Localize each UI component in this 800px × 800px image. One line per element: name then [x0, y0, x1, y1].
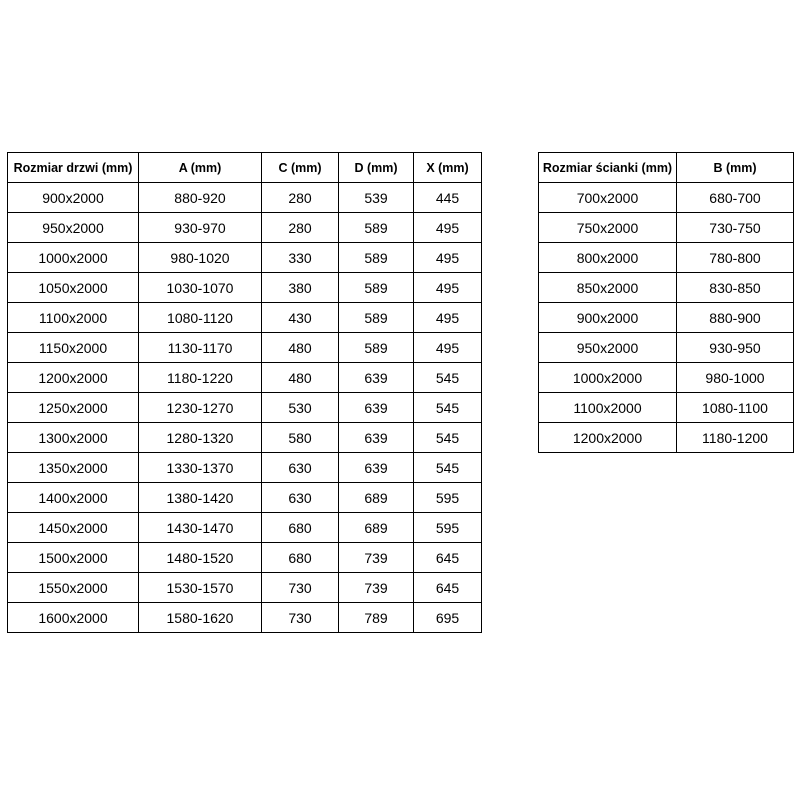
- doors-column-header: Rozmiar drzwi (mm): [8, 153, 139, 183]
- doors-cell: 900x2000: [8, 183, 139, 213]
- walls-column-header: B (mm): [677, 153, 794, 183]
- doors-cell: 645: [414, 543, 482, 573]
- doors-cell: 589: [339, 243, 414, 273]
- table-row: [539, 393, 794, 423]
- walls-cell: 1100x2000: [539, 393, 677, 423]
- table-row: [539, 333, 794, 363]
- doors-cell: 680: [262, 513, 339, 543]
- doors-cell: 639: [339, 423, 414, 453]
- table-row: [8, 483, 482, 513]
- walls-cell: 980-1000: [677, 363, 794, 393]
- walls-cell: 1200x2000: [539, 423, 677, 453]
- doors-cell: 1080-1120: [139, 303, 262, 333]
- doors-cell: 1330-1370: [139, 453, 262, 483]
- walls-cell: 700x2000: [539, 183, 677, 213]
- doors-cell: 950x2000: [8, 213, 139, 243]
- walls-cell: 950x2000: [539, 333, 677, 363]
- doors-cell: 639: [339, 393, 414, 423]
- doors-cell: 1100x2000: [8, 303, 139, 333]
- doors-cell: 495: [414, 213, 482, 243]
- doors-cell: 739: [339, 543, 414, 573]
- doors-cell: 1030-1070: [139, 273, 262, 303]
- table-row: [539, 183, 794, 213]
- doors-cell: 1600x2000: [8, 603, 139, 633]
- walls-cell: 830-850: [677, 273, 794, 303]
- doors-cell: 730: [262, 603, 339, 633]
- doors-cell: 1550x2000: [8, 573, 139, 603]
- table-row: [539, 213, 794, 243]
- doors-cell: 595: [414, 513, 482, 543]
- doors-cell: 880-920: [139, 183, 262, 213]
- doors-cell: 589: [339, 273, 414, 303]
- wall-sizes-header-row: [539, 153, 794, 183]
- doors-cell: 1000x2000: [8, 243, 139, 273]
- table-row: [8, 273, 482, 303]
- doors-cell: 730: [262, 573, 339, 603]
- doors-cell: 330: [262, 243, 339, 273]
- doors-cell: 495: [414, 303, 482, 333]
- table-row: [8, 543, 482, 573]
- doors-cell: 595: [414, 483, 482, 513]
- doors-cell: 739: [339, 573, 414, 603]
- doors-cell: 930-970: [139, 213, 262, 243]
- doors-cell: 445: [414, 183, 482, 213]
- doors-column-header: X (mm): [414, 153, 482, 183]
- doors-cell: 545: [414, 453, 482, 483]
- walls-column-header: Rozmiar ścianki (mm): [539, 153, 677, 183]
- doors-cell: 280: [262, 213, 339, 243]
- wall-sizes-table: [538, 152, 794, 453]
- doors-column-header: A (mm): [139, 153, 262, 183]
- doors-cell: 380: [262, 273, 339, 303]
- doors-cell: 630: [262, 453, 339, 483]
- doors-cell: 530: [262, 393, 339, 423]
- doors-cell: 545: [414, 423, 482, 453]
- doors-cell: 1250x2000: [8, 393, 139, 423]
- doors-cell: 639: [339, 453, 414, 483]
- doors-cell: 480: [262, 363, 339, 393]
- doors-cell: 1230-1270: [139, 393, 262, 423]
- table-row: [8, 453, 482, 483]
- doors-cell: 1450x2000: [8, 513, 139, 543]
- doors-cell: 1180-1220: [139, 363, 262, 393]
- table-row: [8, 363, 482, 393]
- walls-cell: 1180-1200: [677, 423, 794, 453]
- walls-cell: 680-700: [677, 183, 794, 213]
- doors-cell: 630: [262, 483, 339, 513]
- door-sizes-header-row: [8, 153, 482, 183]
- doors-cell: 1300x2000: [8, 423, 139, 453]
- table-row: [8, 393, 482, 423]
- doors-cell: 1430-1470: [139, 513, 262, 543]
- table-row: [539, 303, 794, 333]
- doors-cell: 1050x2000: [8, 273, 139, 303]
- table-row: [8, 243, 482, 273]
- doors-cell: 545: [414, 393, 482, 423]
- doors-cell: 495: [414, 333, 482, 363]
- table-row: [8, 183, 482, 213]
- doors-cell: 1580-1620: [139, 603, 262, 633]
- table-row: [8, 573, 482, 603]
- doors-cell: 430: [262, 303, 339, 333]
- door-sizes-table: [7, 152, 482, 633]
- doors-cell: 1200x2000: [8, 363, 139, 393]
- doors-cell: 1530-1570: [139, 573, 262, 603]
- walls-cell: 1000x2000: [539, 363, 677, 393]
- walls-cell: 730-750: [677, 213, 794, 243]
- walls-cell: 900x2000: [539, 303, 677, 333]
- doors-cell: 589: [339, 333, 414, 363]
- doors-cell: 589: [339, 213, 414, 243]
- table-row: [8, 303, 482, 333]
- table-row: [8, 213, 482, 243]
- doors-cell: 695: [414, 603, 482, 633]
- doors-cell: 789: [339, 603, 414, 633]
- doors-cell: 480: [262, 333, 339, 363]
- walls-cell: 800x2000: [539, 243, 677, 273]
- doors-cell: 1480-1520: [139, 543, 262, 573]
- doors-cell: 280: [262, 183, 339, 213]
- doors-cell: 1350x2000: [8, 453, 139, 483]
- doors-cell: 1280-1320: [139, 423, 262, 453]
- walls-cell: 750x2000: [539, 213, 677, 243]
- table-row: [539, 273, 794, 303]
- table-row: [8, 423, 482, 453]
- walls-cell: 780-800: [677, 243, 794, 273]
- doors-cell: 545: [414, 363, 482, 393]
- doors-cell: 1400x2000: [8, 483, 139, 513]
- doors-cell: 589: [339, 303, 414, 333]
- doors-cell: 645: [414, 573, 482, 603]
- doors-cell: 1380-1420: [139, 483, 262, 513]
- table-row: [8, 603, 482, 633]
- doors-cell: 1150x2000: [8, 333, 139, 363]
- doors-column-header: D (mm): [339, 153, 414, 183]
- table-row: [539, 243, 794, 273]
- table-row: [8, 333, 482, 363]
- walls-cell: 880-900: [677, 303, 794, 333]
- doors-cell: 495: [414, 273, 482, 303]
- doors-cell: 1500x2000: [8, 543, 139, 573]
- walls-cell: 930-950: [677, 333, 794, 363]
- doors-cell: 689: [339, 483, 414, 513]
- doors-cell: 680: [262, 543, 339, 573]
- doors-cell: 1130-1170: [139, 333, 262, 363]
- walls-cell: 850x2000: [539, 273, 677, 303]
- doors-cell: 639: [339, 363, 414, 393]
- table-row: [539, 423, 794, 453]
- doors-cell: 980-1020: [139, 243, 262, 273]
- table-row: [8, 513, 482, 543]
- doors-cell: 580: [262, 423, 339, 453]
- walls-cell: 1080-1100: [677, 393, 794, 423]
- doors-column-header: C (mm): [262, 153, 339, 183]
- doors-cell: 539: [339, 183, 414, 213]
- doors-cell: 495: [414, 243, 482, 273]
- doors-cell: 689: [339, 513, 414, 543]
- table-row: [539, 363, 794, 393]
